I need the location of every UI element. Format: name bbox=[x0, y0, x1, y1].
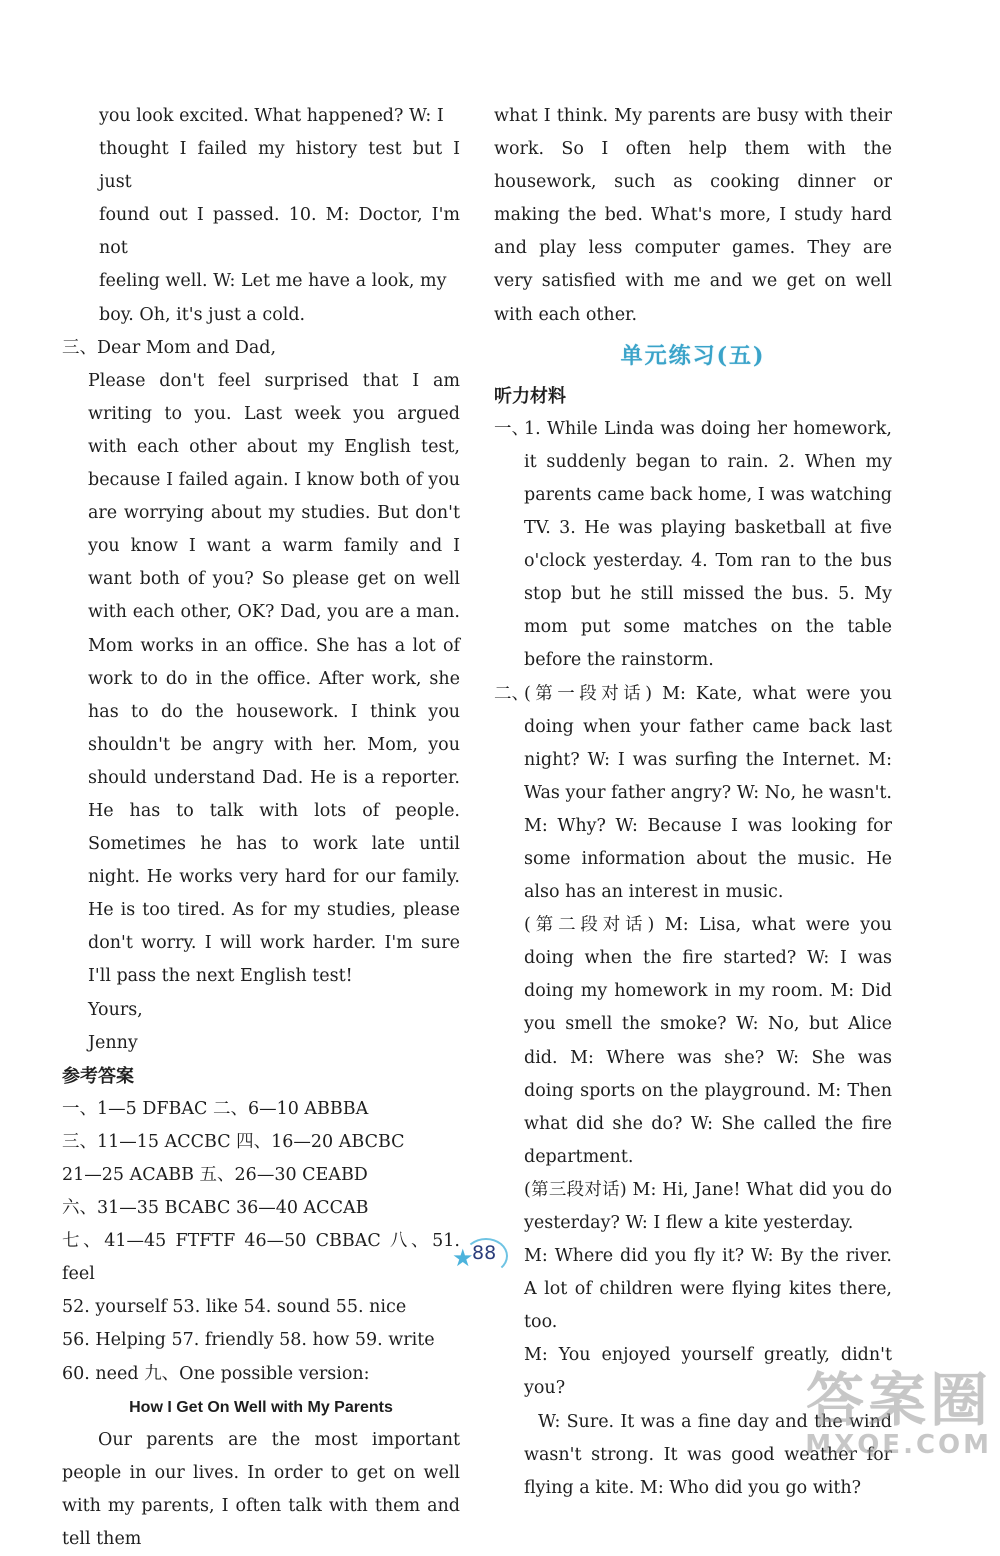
left-column bbox=[62, 100, 460, 1556]
right-column bbox=[494, 100, 892, 1505]
watermark-url: MXQE.COM bbox=[805, 1430, 992, 1460]
section-number: 三、 bbox=[62, 337, 97, 358]
unit-title: 单元练习(五) bbox=[620, 342, 766, 369]
dialogue-3: (第三段对话) M: Hi, Jane! What did you do yesterday? W: I flew a kite yesterday. bbox=[524, 1179, 892, 1233]
star-icon: ★ bbox=[452, 1244, 474, 1272]
listening-continuation-line: found out I passed. 10. M: Doctor, I'm not bbox=[99, 205, 460, 259]
essay-paragraph-start: Our parents are the most important people in our lives. In order to get on well with my parents, I often talk with them and tell them bbox=[62, 1429, 460, 1550]
essay-title: How I Get On Well with My Parents bbox=[129, 1398, 393, 1416]
dialogue-2: (第二段对话) M: Lisa, what were you doing when the fire started? W: I was doing my homework in my room. M: Did you smell the smoke? W: No, but Alice did. M: Where was she? W: She was doing sports on the playground. M: Then what did she do? W: She called the fire department. bbox=[524, 915, 892, 1167]
dialogue-3-line: M: Where did you fly it? W: By the river. A lot of children were flying kites there, too. bbox=[524, 1246, 892, 1333]
listening-part-1 bbox=[494, 413, 892, 678]
letter-greeting-line bbox=[62, 332, 460, 365]
watermark-text: 答案圈 bbox=[805, 1366, 992, 1434]
watermark-logo bbox=[742, 1366, 992, 1462]
answer-line: 60. need 九、One possible version: bbox=[62, 1363, 370, 1384]
letter-signature: Jenny bbox=[88, 1032, 138, 1053]
listening-continuation-line: you look excited. What happened? W: I bbox=[99, 106, 444, 126]
dialogue-3-line: W: Sure. It was a fine day and the wind wasn't strong. It was good weather for flying a kite. M: Who did you go with? bbox=[524, 1411, 892, 1498]
listening-continuation-line: boy. Oh, it's just a cold. bbox=[99, 304, 306, 325]
answer-line: 六、31—35 BCABC 36—40 ACCAB bbox=[62, 1198, 369, 1219]
answer-line: 三、11—15 ACCBC 四、16—20 ABCBC bbox=[62, 1131, 405, 1152]
answer-line: 21—25 ACABB 五、26—30 CEABD bbox=[62, 1165, 368, 1185]
answer-line: 56. Helping 57. friendly 58. how 59. write bbox=[62, 1330, 435, 1351]
letter-closing: Yours, bbox=[88, 999, 143, 1020]
letter-greeting: Dear Mom and Dad, bbox=[97, 337, 277, 358]
listening-heading: 听力材料 bbox=[494, 385, 566, 407]
dialogue-3-line: M: You enjoyed yourself greatly, didn't you? bbox=[524, 1345, 892, 1399]
dialogue-1: (第一段对话) M: Kate, what were you doing when your father came back last night? W: I was surfing the Internet. M: Was your father angry? W: No, he wasn't. M: Why? W: Because I was looking for some information about the music. He also has an interest in music. bbox=[524, 683, 892, 903]
answers-heading: 参考答案 bbox=[62, 1065, 134, 1087]
listening-continuation-line: feeling well. W: Let me have a look, my bbox=[99, 271, 447, 292]
listening-continuation-line: thought I failed my history test but I just bbox=[99, 139, 460, 193]
listening-part-1-text: 1. While Linda was doing her homework, it suddenly began to rain. 2. When my parents came back home, I was watching TV. 3. He was playing basketball at five o'clock yesterday. 4. Tom ran to the bus stop but he still missed the bus. 5. My mom put some matches on the table before the rainstorm. bbox=[524, 418, 892, 671]
section-number: 二、 bbox=[494, 683, 529, 704]
section-number: 一、 bbox=[494, 418, 529, 439]
answer-line: 一、1—5 DFBAC 二、6—10 ABBBA bbox=[62, 1098, 369, 1119]
page-number-badge bbox=[452, 1238, 512, 1274]
page-number: 88 bbox=[472, 1242, 497, 1264]
essay-paragraph-continued: what I think. My parents are busy with their work. So I often help them with the housework, such as cooking dinner or making the bed. What's more, I study hard and play less computer games. They are very satisfied with me and we get on well with each other. bbox=[494, 106, 892, 325]
answer-line: 52. yourself 53. like 54. sound 55. nice bbox=[62, 1297, 407, 1318]
answer-line: 七、41—45 FTFTF 46—50 CBBAC 八、51. feel bbox=[62, 1231, 460, 1285]
letter-body: Please don't feel surprised that I am writing to you. Last week you argued with each other about my English test, because I failed again. I know both of you are worrying about my studies. But don't you know I want a warm family and I want both of you? So please get on well with each other, OK? Dad, you are a man. Mom works in an office. She has a lot of work to do in the office. After work, she has to do the housework. I think you shouldn't be angry with her. Mom, you should understand Dad. He is a reporter. He has to talk with lots of people. Sometimes he has to work late until night. He works very hard for our family. He is too tired. As for my studies, please don't worry. I will work harder. I'm sure I'll pass the next English test! bbox=[88, 370, 460, 987]
